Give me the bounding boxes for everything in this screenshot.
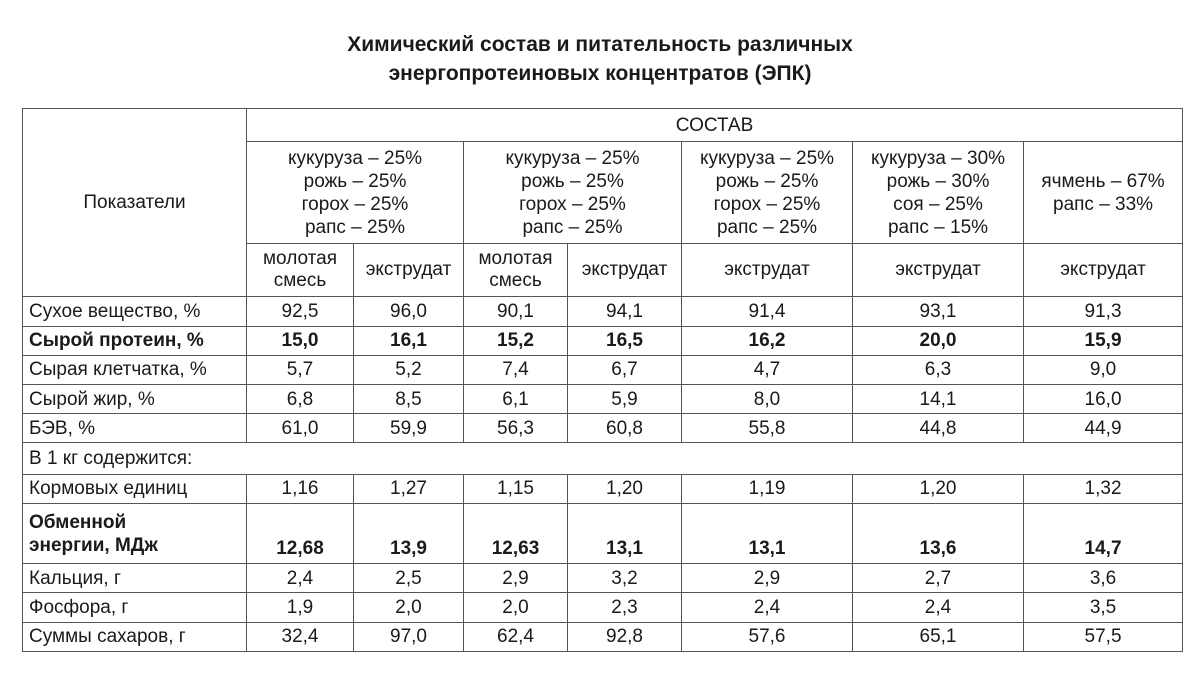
value-cell: 2,0	[354, 593, 464, 622]
value-cell: 6,8	[247, 384, 354, 413]
value-cell: 16,2	[682, 326, 853, 355]
value-cell: 61,0	[247, 414, 354, 443]
form-cell: молотая смесь	[247, 243, 354, 296]
row-label: Сухое вещество, %	[23, 297, 247, 326]
value-cell: 56,3	[464, 414, 568, 443]
value-cell: 91,4	[682, 297, 853, 326]
value-cell: 16,1	[354, 326, 464, 355]
composition-line: кукуруза – 25%	[287, 147, 423, 169]
row-label: БЭВ, %	[23, 414, 247, 443]
value-cell: 13,1	[682, 503, 853, 563]
composition-line: рожь – 25%	[521, 170, 624, 192]
value-cell: 1,27	[354, 474, 464, 503]
value-cell: 12,68	[247, 503, 354, 563]
title-line-2: энергопротеиновых концентратов (ЭПК)	[388, 62, 812, 85]
composition-line: кукуруза – 25%	[505, 147, 640, 169]
value-cell: 32,4	[247, 622, 354, 651]
value-cell: 3,5	[1024, 593, 1183, 622]
value-cell: 55,8	[682, 414, 853, 443]
table-row	[23, 593, 1183, 622]
table-row	[23, 503, 1183, 563]
value-cell: 6,7	[568, 355, 682, 384]
composition-line: кукуруза – 25%	[699, 147, 835, 169]
value-cell: 2,4	[247, 564, 354, 593]
value-cell: 13,9	[354, 503, 464, 563]
value-cell: 1,20	[568, 474, 682, 503]
value-cell: 65,1	[853, 622, 1024, 651]
title-line-1: Химический состав и питательность различных	[347, 33, 853, 56]
composition-cell	[1024, 142, 1183, 244]
composition-line: рожь – 30%	[886, 170, 990, 192]
value-cell: 57,5	[1024, 622, 1183, 651]
indicator-header: Показатели	[23, 109, 247, 297]
row-label: Кальция, г	[23, 564, 247, 593]
row-label: Фосфора, г	[23, 593, 247, 622]
value-cell: 44,9	[1024, 414, 1183, 443]
composition-cell	[247, 142, 464, 244]
table-row	[23, 474, 1183, 503]
row-label: Кормовых единиц	[23, 474, 247, 503]
form-cell: экструдат	[853, 243, 1024, 296]
value-cell: 1,20	[853, 474, 1024, 503]
form-cell: экструдат	[568, 243, 682, 296]
value-cell: 62,4	[464, 622, 568, 651]
value-cell: 20,0	[853, 326, 1024, 355]
composition-line: рапс – 25%	[716, 216, 818, 238]
value-cell: 1,16	[247, 474, 354, 503]
section-label: В 1 кг содержится:	[23, 443, 1183, 474]
value-cell: 8,0	[682, 384, 853, 413]
value-cell: 91,3	[1024, 297, 1183, 326]
composition-line: рапс – 25%	[304, 216, 406, 238]
composition-line: кукуруза – 30%	[870, 147, 1006, 169]
value-cell: 97,0	[354, 622, 464, 651]
table-row	[23, 414, 1183, 443]
table-row	[23, 326, 1183, 355]
composition-line: рожь – 25%	[303, 170, 407, 192]
value-cell: 2,9	[682, 564, 853, 593]
value-cell: 3,2	[568, 564, 682, 593]
value-cell: 5,7	[247, 355, 354, 384]
table-row	[23, 355, 1183, 384]
composition-line: рожь – 25%	[715, 170, 819, 192]
composition-line: рапс – 25%	[522, 216, 623, 238]
form-cell: экструдат	[354, 243, 464, 296]
row-label: Суммы сахаров, г	[23, 622, 247, 651]
value-cell: 13,1	[568, 503, 682, 563]
value-cell: 92,8	[568, 622, 682, 651]
row-label: Сырой протеин, %	[23, 326, 247, 355]
value-cell: 5,2	[354, 355, 464, 384]
value-cell: 15,2	[464, 326, 568, 355]
value-cell: 2,7	[853, 564, 1024, 593]
value-cell: 2,4	[682, 593, 853, 622]
value-cell: 15,0	[247, 326, 354, 355]
value-cell: 16,0	[1024, 384, 1183, 413]
value-cell: 14,1	[853, 384, 1024, 413]
value-cell: 4,7	[682, 355, 853, 384]
value-cell: 2,9	[464, 564, 568, 593]
value-cell: 1,9	[247, 593, 354, 622]
value-cell: 16,5	[568, 326, 682, 355]
value-cell: 92,5	[247, 297, 354, 326]
row-label: Сырой жир, %	[23, 384, 247, 413]
value-cell: 93,1	[853, 297, 1024, 326]
table-row	[23, 564, 1183, 593]
value-cell: 1,15	[464, 474, 568, 503]
value-cell: 60,8	[568, 414, 682, 443]
value-cell: 7,4	[464, 355, 568, 384]
value-cell: 96,0	[354, 297, 464, 326]
value-cell: 3,6	[1024, 564, 1183, 593]
value-cell: 1,19	[682, 474, 853, 503]
table-row	[23, 384, 1183, 413]
form-cell: молотая смесь	[464, 243, 568, 296]
value-cell: 9,0	[1024, 355, 1183, 384]
table-row	[23, 297, 1183, 326]
value-cell: 94,1	[568, 297, 682, 326]
value-cell: 15,9	[1024, 326, 1183, 355]
composition-cell	[853, 142, 1024, 244]
value-cell: 2,0	[464, 593, 568, 622]
value-cell: 6,1	[464, 384, 568, 413]
value-cell: 1,32	[1024, 474, 1183, 503]
composition-line: горох – 25%	[713, 193, 821, 215]
value-cell: 12,63	[464, 503, 568, 563]
value-cell: 6,3	[853, 355, 1024, 384]
value-cell: 2,4	[853, 593, 1024, 622]
table-title	[0, 30, 1200, 88]
value-cell: 57,6	[682, 622, 853, 651]
composition-header: СОСТАВ	[247, 109, 1183, 142]
composition-line: горох – 25%	[301, 193, 409, 215]
value-cell: 90,1	[464, 297, 568, 326]
value-cell: 5,9	[568, 384, 682, 413]
value-cell: 44,8	[853, 414, 1024, 443]
composition-line: соя – 25%	[893, 193, 983, 215]
table-row	[23, 622, 1183, 651]
value-cell: 14,7	[1024, 503, 1183, 563]
value-cell: 8,5	[354, 384, 464, 413]
row-label: Сырая клетчатка, %	[23, 355, 247, 384]
value-cell: 2,5	[354, 564, 464, 593]
form-cell: экструдат	[682, 243, 853, 296]
value-cell: 59,9	[354, 414, 464, 443]
row-label: Обменной энергии, МДж	[23, 503, 247, 563]
form-cell: экструдат	[1024, 243, 1183, 296]
composition-cell	[682, 142, 853, 244]
value-cell: 2,3	[568, 593, 682, 622]
composition-line: рапс – 33%	[1053, 193, 1154, 215]
composition-line: горох – 25%	[519, 193, 626, 215]
value-cell: 13,6	[853, 503, 1024, 563]
composition-line: ячмень – 67%	[1041, 170, 1165, 192]
composition-cell	[464, 142, 682, 244]
composition-table	[22, 108, 1183, 652]
composition-line: рапс – 15%	[887, 216, 989, 238]
